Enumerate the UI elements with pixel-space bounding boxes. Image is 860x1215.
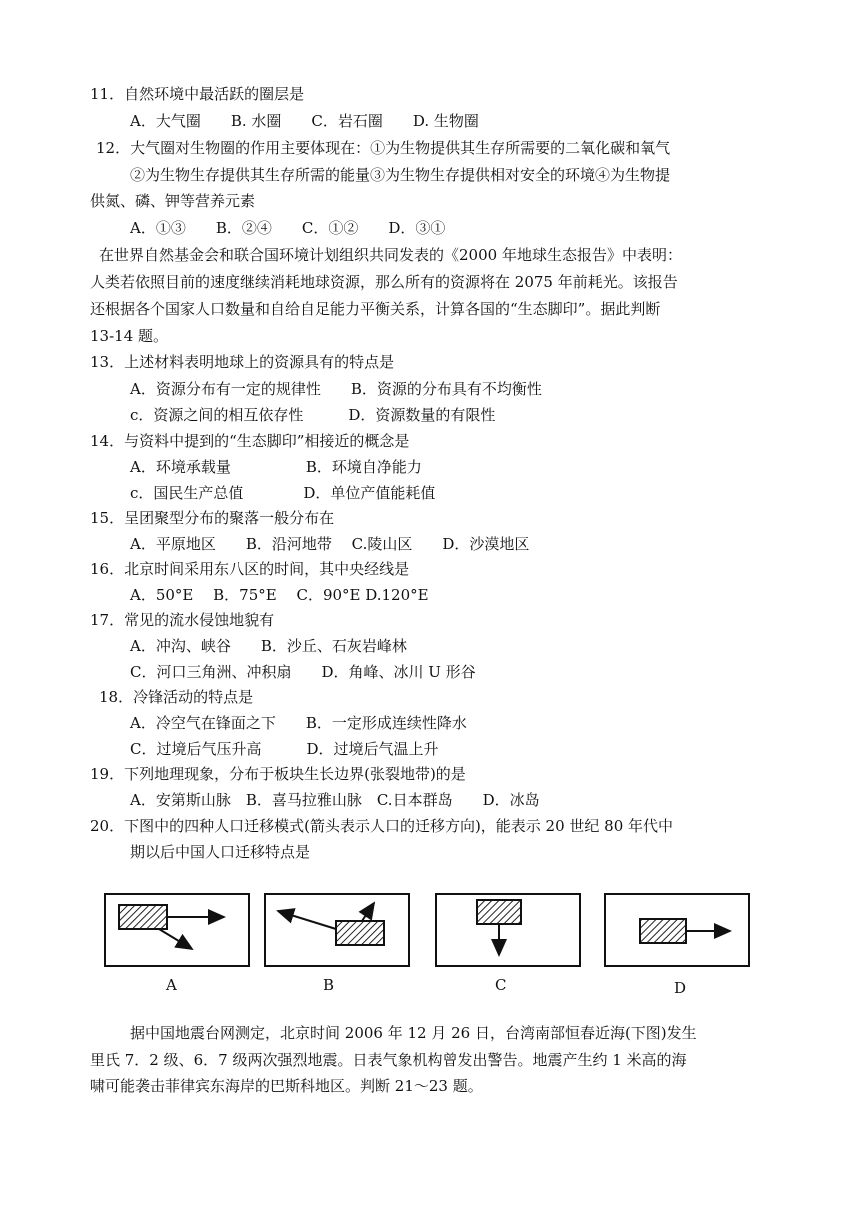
diagram-label-d: D [674,979,687,997]
text-line: 里氏 7．2 级、6．7 级两次强烈地震。日表气象机构曾发出警告。地震产生约 1 米高的海 [90,1051,687,1069]
migration-diagram-b [264,893,410,967]
text-line: 16．北京时间采用东八区的时间，其中央经线是 [90,560,410,578]
text-line: 15．呈团聚型分布的聚落一般分布在 [90,509,335,527]
diagram-label-a: A [166,976,177,994]
text-line: A．平原地区 B．沿河地带 C.陵山区 D．沙漠地区 [130,535,530,553]
text-line: 人类若依照目前的速度继续消耗地球资源，那么所有的资源将在 2075 年前耗光。该报告 [90,273,678,291]
migration-diagram-a [104,893,250,967]
text-line: C．过境后气压升高 D．过境后气温上升 [130,740,439,758]
migration-diagram-d [604,893,750,967]
text-line: 期以后中国人口迁移特点是 [130,843,311,861]
text-line: A．冲沟、峡谷 B．沙丘、石灰岩峰林 [130,637,407,655]
text-line: 11．自然环境中最活跃的圈层是 [90,85,305,103]
diagram-label-b: B [323,976,335,994]
text-line: 13．上述材料表明地球上的资源具有的特点是 [90,353,395,371]
text-line: 供氮、磷、钾等营养元素 [90,192,256,210]
text-line: A．安第斯山脉 B．喜马拉雅山脉 C.日本群岛 D．冰岛 [130,791,540,809]
text-line: 12．大气圈对生物圈的作用主要体现在：①为生物提供其生存所需要的二氧化碳和氧气 [96,139,671,157]
text-line: A．冷空气在锋面之下 B．一定形成连续性降水 [130,714,467,732]
text-line: 在世界自然基金会和联合国环境计划组织共同发表的《2000 年地球生态报告》中表明： [99,246,682,264]
text-line: 14．与资料中提到的“生态脚印”相接近的概念是 [90,432,410,450]
text-line: 据中国地震台网测定，北京时间 2006 年 12 月 26 日，台湾南部恒春近海(下图)发生 [130,1024,697,1042]
text-line: 18．冷锋活动的特点是 [99,688,254,706]
text-line: A．大气圈 B. 水圈 C．岩石圈 D. 生物圈 [130,112,479,130]
diagram-label-c: C [495,976,507,994]
text-line: A．50°E B．75°E C．90°E D.120°E [130,586,429,604]
text-line: A．资源分布有一定的规律性 B．资源的分布具有不均衡性 [130,380,542,398]
text-line: C．河口三角洲、冲积扇 D．角峰、冰川 U 形谷 [130,663,476,681]
text-line: 19．下列地理现象，分布于板块生长边界(张裂地带)的是 [90,765,466,783]
text-line: 13-14 题。 [90,327,169,345]
text-line: 还根据各个国家人口数量和自给自足能力平衡关系，计算各国的“生态脚印”。据此判断 [90,300,661,318]
text-line: c．国民生产总值 D．单位产值能耗值 [130,484,436,502]
text-line: c．资源之间的相互依存性 D．资源数量的有限性 [130,406,496,424]
text-line: ②为生物生存提供其生存所需的能量③为生物生存提供相对安全的环境④为生物提 [130,166,671,184]
text-line: 17．常见的流水侵蚀地貌有 [90,611,275,629]
migration-diagram-c [435,893,581,967]
text-line: A．①③ B．②④ C．①② D．③① [130,219,446,237]
text-line: A．环境承载量 B．环境自净能力 [130,458,422,476]
text-line: 20．下图中的四种人口迁移模式(箭头表示人口的迁移方向)，能表示 20 世纪 80 年代中 [90,817,674,835]
text-line: 啸可能袭击菲律宾东海岸的巴斯科地区。判断 21～23 题。 [90,1077,483,1095]
